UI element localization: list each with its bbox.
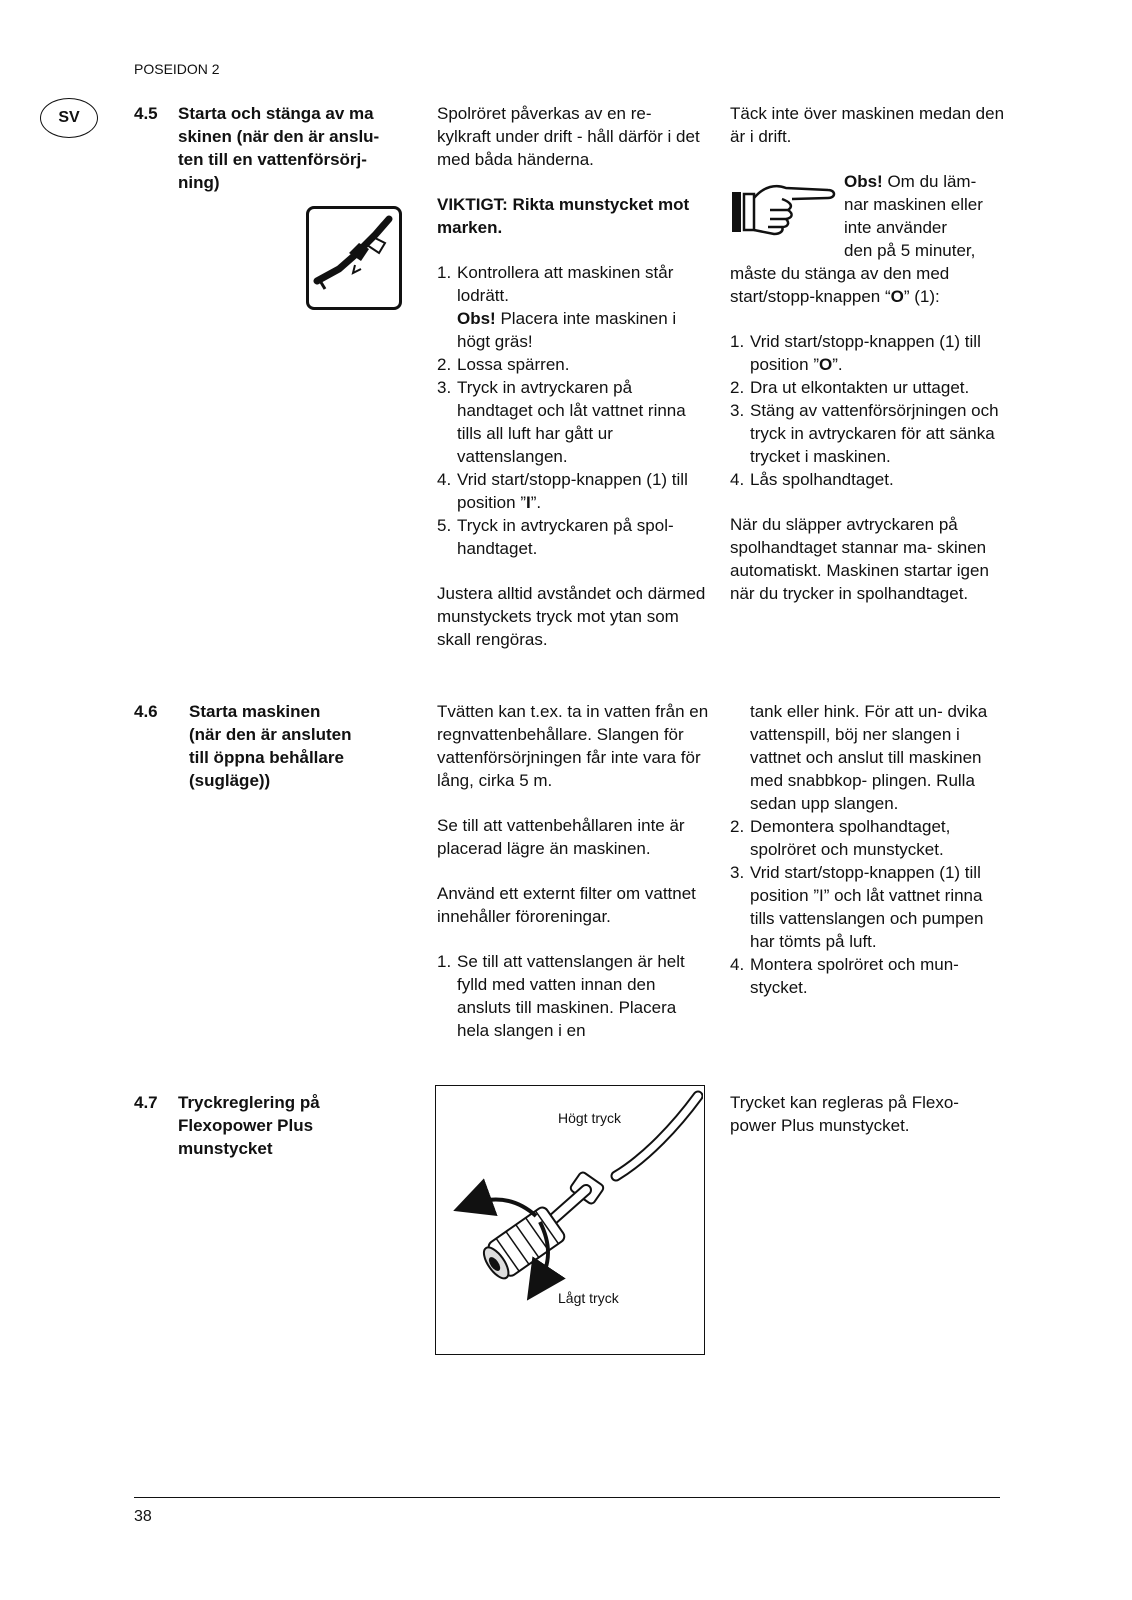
title-line: Flexopower Plus xyxy=(178,1116,314,1135)
nozzle-pressure-figure xyxy=(435,1085,705,1355)
obs-text: måste du stänga av den med start/stopp-knappen “ xyxy=(730,264,950,306)
step-number: 3. xyxy=(437,378,452,397)
step-number: 4. xyxy=(437,470,452,489)
step-text: Lås spolhandtaget. xyxy=(750,470,894,489)
section-4-6-column-3 xyxy=(730,700,1006,1021)
step-number: 1. xyxy=(437,263,452,282)
list-item xyxy=(730,815,1006,861)
step-body: Kontrollera att maskinen står lodrätt. xyxy=(457,263,674,305)
section-4-5-column-3 xyxy=(730,102,1006,627)
paragraph: Använd ett externt filter om vattnet innehåller föroreningar. xyxy=(437,884,696,926)
obs-text: nar maskinen eller xyxy=(844,195,983,214)
step-text: Stäng av vattenförsörjningen och tryck in avtryckaren för att sänka trycket i maskinen. xyxy=(750,401,999,466)
obs-text-wrap xyxy=(844,170,983,262)
step-number: 1. xyxy=(730,332,745,351)
list-item xyxy=(437,514,707,560)
section-number: 4.6 xyxy=(134,702,158,721)
position-label: O xyxy=(818,355,833,374)
section-4-5-column-2 xyxy=(437,102,707,673)
obs-text: Om du läm- xyxy=(882,172,977,191)
paragraph: Se till att vattenbehållaren inte är placerad lägre än maskinen. xyxy=(437,816,685,858)
section-title xyxy=(178,1091,408,1160)
step-number: 5. xyxy=(437,516,452,535)
title-line: skinen (när den är anslu- xyxy=(178,127,380,146)
step-text: Vrid start/stopp-knappen (1) till position ”I” och låt vattnet rinna tills vattenslangen och pumpen har tömts på luft. xyxy=(750,863,984,951)
footer-divider xyxy=(134,1497,1000,1498)
section-number: 4.7 xyxy=(134,1093,158,1112)
obs-text: Placera inte maskinen i högt gräs! xyxy=(457,309,677,351)
section-number: 4.5 xyxy=(134,104,158,123)
section-title xyxy=(178,102,418,194)
obs-text: inte använder xyxy=(844,218,948,237)
list-item xyxy=(730,399,1006,468)
outro-paragraph: Justera alltid avståndet och därmed munstyckets tryck mot ytan som skall rengöras. xyxy=(437,584,706,649)
pointing-hand-icon xyxy=(730,180,840,240)
title-line: (sugläge)) xyxy=(189,771,271,790)
step-number: 4. xyxy=(730,955,745,974)
step-body: Vrid start/stopp-knappen (1) till position ” xyxy=(457,470,688,512)
title-line: Starta maskinen xyxy=(189,702,321,721)
steps-list xyxy=(437,261,707,560)
list-item xyxy=(437,468,707,514)
section-title xyxy=(189,700,419,792)
step-text xyxy=(457,468,707,514)
title-line: ning) xyxy=(178,173,220,192)
step-continuation: tank eller hink. För att un- dvika vattenspill, böj ner slangen i vattnet och anslut till maskinen med snabbkop- plingen. Rulla sedan upp slangen. xyxy=(750,702,988,813)
step-number: 2. xyxy=(730,817,745,836)
outro-paragraph: När du släpper avtryckaren på spolhandtaget stannar ma- skinen automatiskt. Maskinen startar igen när du trycker in spolhandtaget. xyxy=(730,515,989,603)
title-line: (när den är ansluten xyxy=(189,725,352,744)
important-text: : Rikta munstycket mot marken. xyxy=(437,195,690,237)
obs-block xyxy=(730,170,1006,262)
important-label: VIKTIGT xyxy=(437,195,503,214)
intro-paragraph: Täck inte över maskinen medan den är i drift. xyxy=(730,104,1005,146)
paragraph: Trycket kan regleras på Flexo- power Plus munstycket. xyxy=(730,1093,959,1135)
title-line: munstycket xyxy=(178,1139,273,1158)
step-text: Lossa spärren. xyxy=(457,355,570,374)
step-text: Tryck in avtryckaren på handtaget och låt vattnet rinna tills all luft har gått ur vattenslangen. xyxy=(457,378,686,466)
title-line: ten till en vattenförsörj- xyxy=(178,150,367,169)
step-text: Dra ut elkontakten ur uttaget. xyxy=(750,378,970,397)
list-item xyxy=(730,330,1006,376)
step-number: 2. xyxy=(730,378,745,397)
title-line: Starta och stänga av ma xyxy=(178,104,374,123)
step-number: 1. xyxy=(437,952,452,971)
section-4-6-column-2 xyxy=(437,700,709,1064)
low-pressure-label: Lågt tryck xyxy=(558,1290,619,1306)
steps-list xyxy=(437,950,709,1042)
nozzle-illustration xyxy=(436,1086,703,1353)
step-number: 4. xyxy=(730,470,745,489)
list-item xyxy=(730,953,1006,999)
step-number: 3. xyxy=(730,401,745,420)
step-body: ”. xyxy=(832,355,843,374)
section-4-7-column-3 xyxy=(730,1091,1006,1159)
title-line: Tryckreglering på xyxy=(178,1093,320,1112)
list-item xyxy=(730,376,1006,399)
step-text: Montera spolröret och mun- stycket. xyxy=(750,955,959,997)
intro-paragraph: Spolröret påverkas av en re- kylkraft under drift - håll därför i det med båda händerna. xyxy=(437,104,700,169)
page-header: POSEIDON 2 xyxy=(134,61,220,77)
step-text xyxy=(457,261,707,353)
steps-list xyxy=(730,815,1006,999)
obs-label: Obs! xyxy=(844,172,883,191)
high-pressure-label: Högt tryck xyxy=(558,1110,622,1126)
list-item xyxy=(437,261,707,353)
step-text: Tryck in avtryckaren på spol- handtaget. xyxy=(457,516,674,558)
list-item xyxy=(730,468,1006,491)
list-item xyxy=(437,353,707,376)
list-item xyxy=(730,861,1006,953)
obs-text: ” (1): xyxy=(903,287,940,306)
list-item xyxy=(437,376,707,468)
step-body: Vrid start/stopp-knappen (1) till position ” xyxy=(750,332,981,374)
title-line: till öppna behållare xyxy=(189,748,344,767)
obs-label: Obs! xyxy=(457,309,496,328)
obs-continuation xyxy=(730,262,1006,308)
obs-text: den på 5 minuter, xyxy=(844,241,976,260)
steps-list xyxy=(730,330,1006,491)
spray-lance-icon xyxy=(306,206,402,310)
step-text: Se till att vattenslangen är helt fylld med vatten innan den ansluts till maskinen. Placera hela slangen i en xyxy=(457,952,685,1040)
page-number: 38 xyxy=(134,1508,152,1525)
step-text: Demontera spolhandtaget, spolröret och munstycket. xyxy=(750,817,951,859)
step-number: 2. xyxy=(437,355,452,374)
step-body: ”. xyxy=(530,493,542,512)
paragraph: Tvätten kan t.ex. ta in vatten från en regnvattenbehållare. Slangen för vattenförsörjningen får inte vara för lång, cirka 5 m. xyxy=(437,702,709,790)
list-item xyxy=(437,950,709,1042)
step-text xyxy=(750,330,1006,376)
position-label: I xyxy=(525,493,531,512)
language-badge: SV xyxy=(40,98,98,138)
important-note xyxy=(437,193,707,239)
step-number: 3. xyxy=(730,863,745,882)
position-label: O xyxy=(890,287,904,306)
